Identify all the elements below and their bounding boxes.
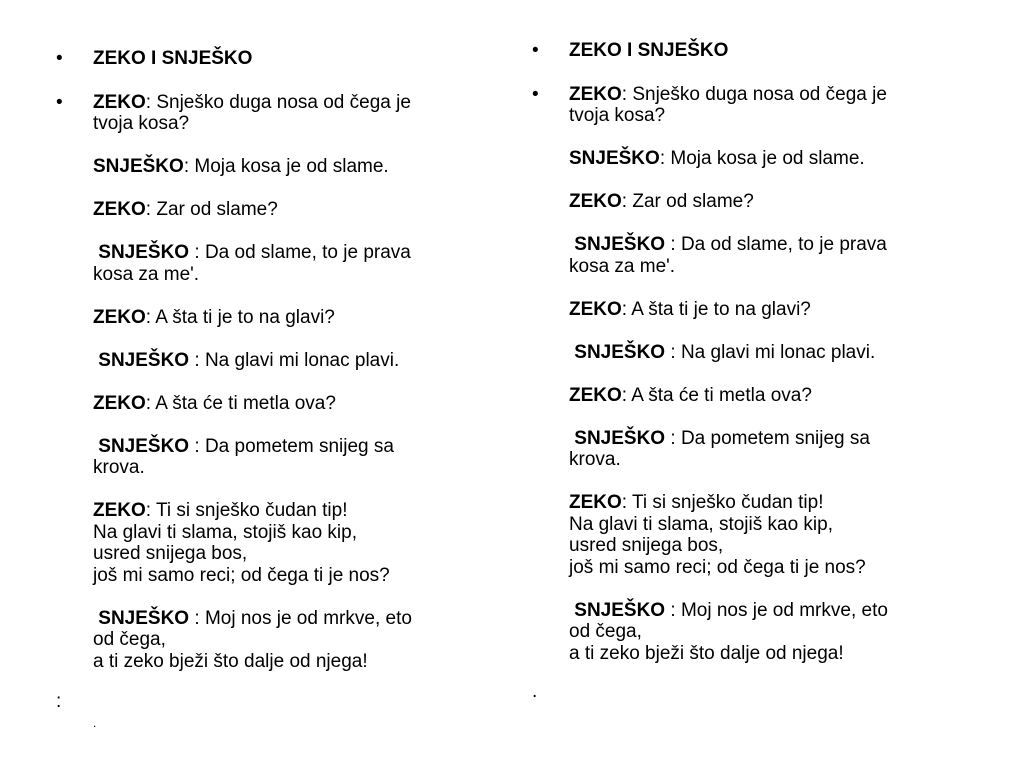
speaker-name: SNJEŠKO [569, 341, 666, 363]
speaker-name: SNJEŠKO [569, 427, 666, 449]
dialogue-line [569, 105, 972, 127]
dialogue-line [93, 565, 476, 587]
speaker-name: SNJEŠKO [93, 156, 184, 177]
dialogue-line [93, 199, 476, 221]
dialogue-line [93, 629, 476, 651]
bullet-icon: • [56, 91, 63, 113]
dialogue-line [93, 457, 476, 479]
line-text: Moj nos je od mrkve, eto [680, 599, 888, 621]
line-text: A šta će ti metla ova? [155, 392, 336, 414]
line-text: kosa za me'. [569, 255, 676, 277]
speaker-separator: : [621, 83, 633, 105]
speaker-separator: : [189, 242, 205, 263]
speaker-name: ZEKO [569, 191, 622, 212]
stanza-gap [569, 277, 972, 299]
stanza-gap [93, 479, 476, 501]
stanza-gap [93, 221, 476, 243]
speaker-separator: : [189, 607, 205, 629]
speaker-separator: : [665, 427, 681, 449]
poem-title: ZEKO I SNJEŠKO [93, 48, 253, 69]
line-text: Na glavi mi lonac plavi. [204, 349, 400, 371]
stanza-gap [569, 406, 972, 428]
speaker-separator: : [665, 341, 681, 363]
line-text: Zar od slame? [632, 191, 754, 212]
stanza-gap [93, 285, 476, 307]
speaker-name: SNJEŠKO [569, 234, 666, 255]
stanza-gap [569, 127, 972, 149]
dialogue-line [93, 156, 476, 178]
speaker-separator: : [665, 599, 681, 621]
line-text: još mi samo reci; od čega ti je nos? [569, 556, 866, 578]
dialogue-line [93, 500, 476, 522]
poem-title: ZEKO I SNJEŠKO [569, 40, 729, 61]
line-text: tvoja kosa? [569, 105, 666, 126]
speaker-separator: : [189, 435, 205, 457]
dialogue-line [569, 557, 972, 579]
line-text: Da od slame, to je prava [680, 234, 887, 255]
line-text: A šta ti je to na glavi? [155, 306, 335, 328]
speaker-separator: : [621, 298, 632, 320]
speaker-name: ZEKO [569, 492, 622, 513]
stanza-gap [93, 414, 476, 436]
speaker-name: ZEKO [569, 384, 622, 406]
dialogue-line [569, 600, 972, 622]
stanza-gap [93, 371, 476, 393]
dialogue-line [569, 428, 972, 450]
line-text: Da od slame, to je prava [204, 242, 411, 263]
line-text: krova. [93, 457, 145, 478]
dialogue-line [93, 350, 476, 372]
speaker-separator: : [183, 156, 195, 177]
dialogue-line [569, 385, 972, 407]
line-text: A šta će ti metla ova? [631, 384, 812, 406]
stanza-gap [569, 578, 972, 600]
line-text: Zar od slame? [156, 199, 278, 220]
dialogue-line [569, 492, 972, 514]
line-text: Na glavi ti slama, stojiš kao kip, [569, 513, 833, 535]
speaker-separator: : [621, 191, 633, 212]
line-text: još mi samo reci; od čega ti je nos? [93, 564, 390, 586]
stanza-gap [569, 471, 972, 493]
dialogue-line [569, 449, 972, 471]
stanza-gap [569, 213, 972, 235]
dialogue-line [569, 256, 972, 278]
bullet-icon: • [532, 83, 539, 105]
dialogue-line [93, 522, 476, 544]
line-text: Ti si snješko čudan tip! [156, 500, 348, 521]
speaker-separator: : [145, 500, 156, 521]
small-dot: . [93, 716, 97, 730]
dialogue-line [93, 436, 476, 458]
speaker-name: ZEKO [569, 298, 622, 320]
stanza-gap [93, 135, 476, 157]
dialogue-item [56, 92, 476, 673]
speaker-separator: : [621, 492, 632, 513]
bullet-icon: • [532, 40, 539, 61]
speaker-name: ZEKO [569, 83, 622, 105]
empty-bullet-marks: : [56, 691, 62, 712]
stanza-gap [93, 178, 476, 200]
speaker-name: ZEKO [93, 199, 146, 220]
line-text: Na glavi ti slama, stojiš kao kip, [93, 521, 357, 543]
dialogue-line [93, 113, 476, 135]
dialogue-line [569, 621, 972, 643]
title-item [56, 48, 476, 70]
bullet-icon: • [56, 48, 63, 69]
speaker-separator: : [145, 199, 157, 220]
speaker-separator: : [145, 392, 156, 414]
dialogue-line [569, 514, 972, 536]
dialogue-line [93, 393, 476, 415]
dialogue-line [93, 543, 476, 565]
dialogue-line [569, 342, 972, 364]
line-text: A šta ti je to na glavi? [631, 298, 811, 320]
stanza-gap [93, 328, 476, 350]
dialogue-line [93, 651, 476, 673]
speaker-separator: : [145, 306, 156, 328]
dialogue-line [569, 643, 972, 665]
dialogue-line [93, 92, 476, 114]
stanza-gap [569, 170, 972, 192]
speaker-name: ZEKO [93, 91, 146, 113]
line-text: Na glavi mi lonac plavi. [680, 341, 876, 363]
line-text: Moja kosa je od slame. [194, 156, 389, 177]
dialogue-line [569, 234, 972, 256]
speaker-name: SNJEŠKO [93, 242, 190, 263]
speaker-name: ZEKO [93, 392, 146, 414]
speaker-name: SNJEŠKO [93, 607, 190, 629]
speaker-name: SNJEŠKO [569, 148, 660, 169]
line-text: Da pometem snijeg sa [680, 427, 870, 449]
empty-bullet-mark: . [532, 681, 538, 702]
line-text: usred snijega bos, [569, 535, 724, 556]
dialogue-line [93, 608, 476, 630]
speaker-separator: : [189, 349, 205, 371]
dialogue-line [569, 191, 972, 213]
speaker-name: ZEKO [93, 500, 146, 521]
speaker-separator: : [665, 234, 681, 255]
line-text: od čega, [569, 621, 642, 642]
dialogue-line [569, 84, 972, 106]
line-text: Da pometem snijeg sa [204, 435, 394, 457]
dialogue-line [93, 242, 476, 264]
line-text: a ti zeko bježi što dalje od njega! [569, 642, 844, 664]
line-text: Moja kosa je od slame. [670, 148, 865, 169]
stanza-gap [93, 586, 476, 608]
dialogue-line [569, 535, 972, 557]
line-text: tvoja kosa? [93, 113, 190, 134]
line-text: Snješko duga nosa od čega je [156, 91, 411, 113]
speaker-name: SNJEŠKO [93, 435, 190, 457]
speaker-separator: : [145, 91, 157, 113]
dialogue-line [93, 307, 476, 329]
line-text: Moj nos je od mrkve, eto [204, 607, 412, 629]
line-text: usred snijega bos, [93, 543, 248, 564]
line-text: Ti si snješko čudan tip! [632, 492, 824, 513]
line-text: krova. [569, 449, 621, 470]
dialogue-block [569, 84, 972, 665]
speaker-separator: : [659, 148, 671, 169]
speaker-name: SNJEŠKO [93, 349, 190, 371]
right-column [532, 40, 972, 702]
stanza-gap [569, 320, 972, 342]
dialogue-line [93, 264, 476, 286]
stanza-gap [569, 363, 972, 385]
line-text: od čega, [93, 629, 166, 650]
line-text: Snješko duga nosa od čega je [632, 83, 887, 105]
line-text: a ti zeko bježi što dalje od njega! [93, 650, 368, 672]
left-column [56, 48, 476, 730]
title-item [532, 40, 972, 62]
line-text: kosa za me'. [93, 263, 200, 285]
dialogue-item [532, 84, 972, 665]
speaker-separator: : [621, 384, 632, 406]
speaker-name: ZEKO [93, 306, 146, 328]
dialogue-line [569, 148, 972, 170]
dialogue-block [93, 92, 476, 673]
speaker-name: SNJEŠKO [569, 599, 666, 621]
dialogue-line [569, 299, 972, 321]
